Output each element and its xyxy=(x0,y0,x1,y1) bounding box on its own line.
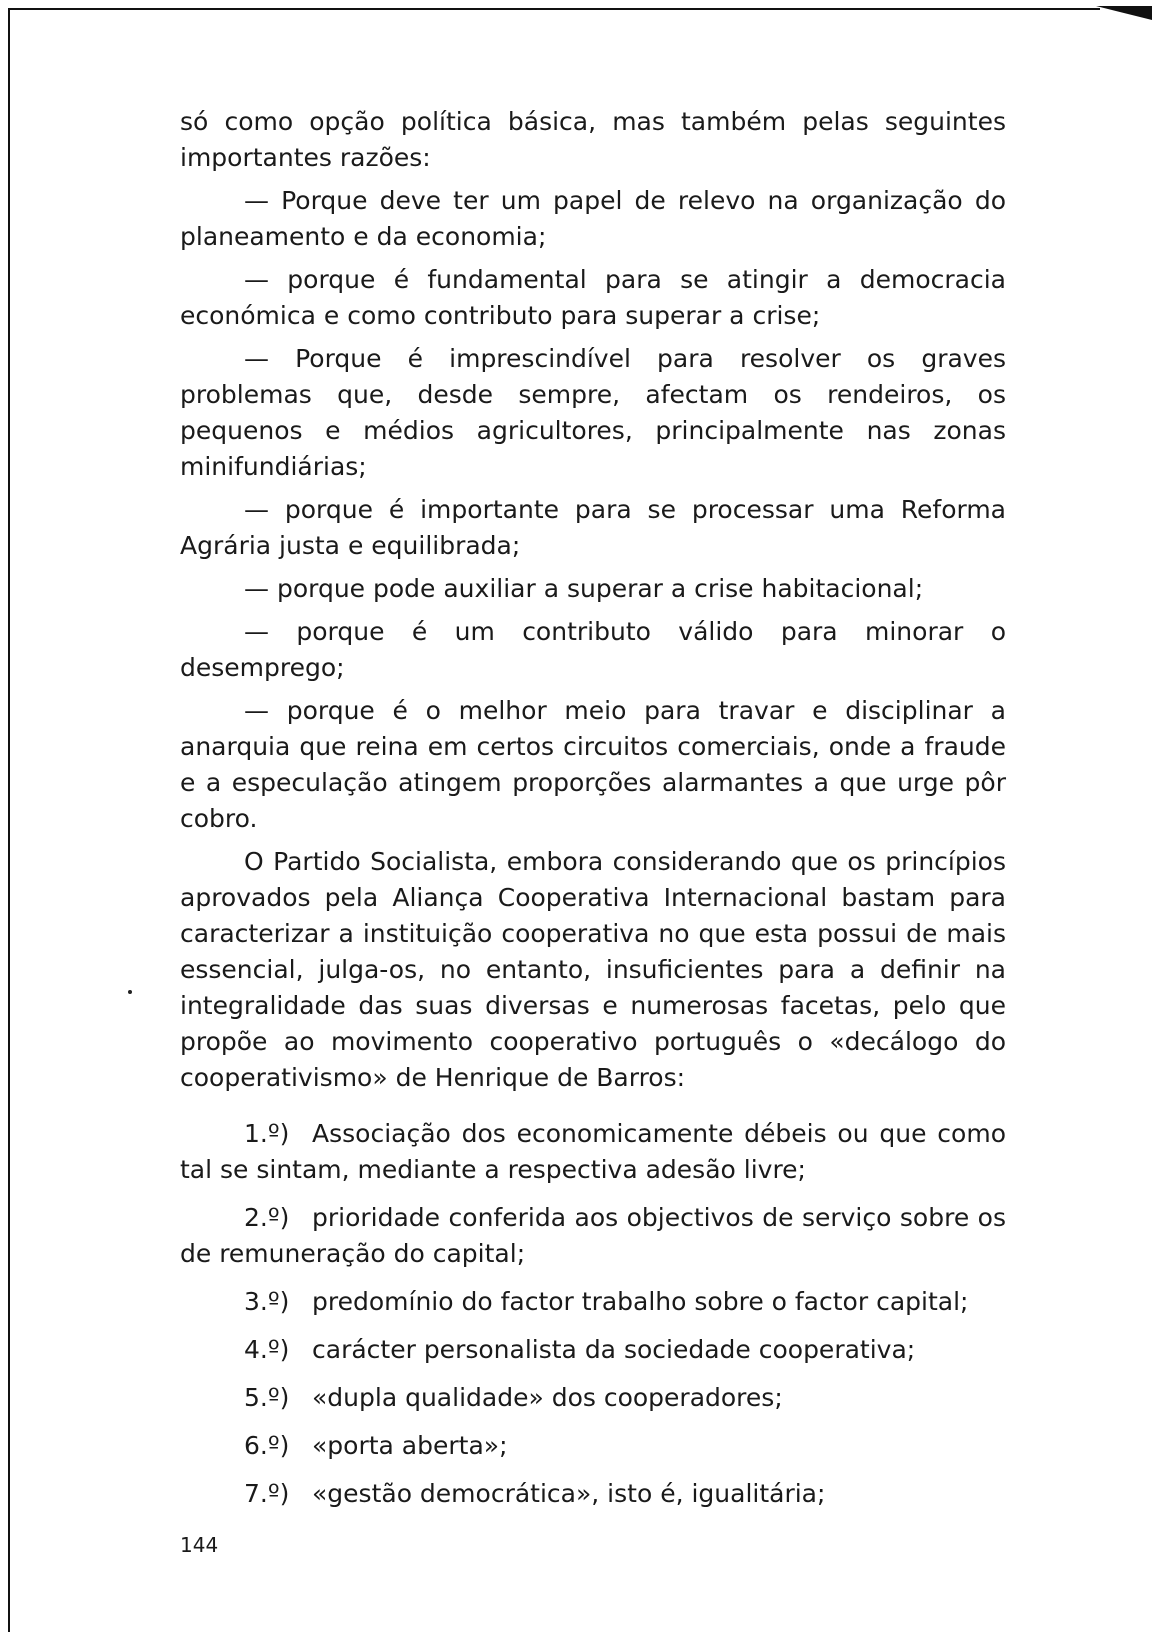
decalogue-item xyxy=(180,1332,1006,1368)
decalogue-item xyxy=(180,1476,1006,1512)
page-body xyxy=(180,104,1006,1524)
reasons-list xyxy=(180,183,1006,837)
decalogue-item xyxy=(180,1428,1006,1464)
reason-item: — porque é fundamental para se atingir a democracia económica e como contributo para superar a crise; xyxy=(180,265,1006,330)
item-number: 6.º) xyxy=(244,1431,290,1460)
item-number: 2.º) xyxy=(244,1203,290,1232)
item-text: «dupla qualidade» dos cooperadores; xyxy=(312,1383,783,1412)
opening-paragraph: só como opção política básica, mas também pelas seguintes importantes razões: xyxy=(180,107,1006,172)
reason-item: — Porque é imprescindível para resolver os graves problemas que, desde sempre, afectam os rendeiros, os pequenos e médios agricultores, principalmente nas zonas minifundiárias; xyxy=(180,344,1006,481)
item-number: 5.º) xyxy=(244,1383,290,1412)
decalogue-item xyxy=(180,1116,1006,1188)
item-number: 1.º) xyxy=(244,1119,290,1148)
item-number: 3.º) xyxy=(244,1287,290,1316)
reason-item: — Porque deve ter um papel de relevo na organização do planeamento e da economia; xyxy=(180,186,1006,251)
item-number: 4.º) xyxy=(244,1335,290,1364)
decalogue-item xyxy=(180,1200,1006,1272)
page-edge-left xyxy=(8,8,10,1632)
item-text: carácter personalista da sociedade cooperativa; xyxy=(312,1335,916,1364)
item-text: predomínio do factor trabalho sobre o factor capital; xyxy=(312,1287,969,1316)
decalogue-item xyxy=(180,1284,1006,1320)
page-number: 144 xyxy=(180,1533,219,1557)
item-number: 7.º) xyxy=(244,1479,290,1508)
item-text: «gestão democrática», isto é, igualitária; xyxy=(312,1479,826,1508)
item-text: prioridade conferida aos objectivos de serviço sobre os de remuneração do capital; xyxy=(180,1203,1006,1268)
reason-item: — porque é o melhor meio para travar e disciplinar a anarquia que reina em certos circuitos comerciais, onde a fraude e a especulação atingem proporções alarmantes a que urge pôr cobro. xyxy=(180,696,1006,833)
reason-item: — porque é um contributo válido para minorar o desemprego; xyxy=(180,617,1006,682)
main-paragraph: O Partido Socialista, embora considerando que os princípios aprovados pela Aliança Cooperativa Internacional bastam para caracterizar a instituição cooperativa no que esta possui de mais essencial, julga-os, no entanto, insuficientes para a definir na integralidade das suas diversas e numerosas facetas, pelo que propõe ao movimento cooperativo português o «decálogo do cooperativismo» de Henrique de Barros: xyxy=(180,847,1006,1092)
reason-item: — porque pode auxiliar a superar a crise habitacional; xyxy=(244,574,924,603)
decalogue-item xyxy=(180,1380,1006,1416)
page-edge-top xyxy=(8,8,1100,10)
scan-corner-mark xyxy=(1096,6,1152,20)
item-text: «porta aberta»; xyxy=(312,1431,508,1460)
item-text: Associação dos economicamente débeis ou que como tal se sintam, mediante a respectiva adesão livre; xyxy=(180,1119,1006,1184)
decalogue-list xyxy=(180,1116,1006,1512)
reason-item: — porque é importante para se processar uma Reforma Agrária justa e equilibrada; xyxy=(180,495,1006,560)
scan-speck xyxy=(128,990,132,994)
